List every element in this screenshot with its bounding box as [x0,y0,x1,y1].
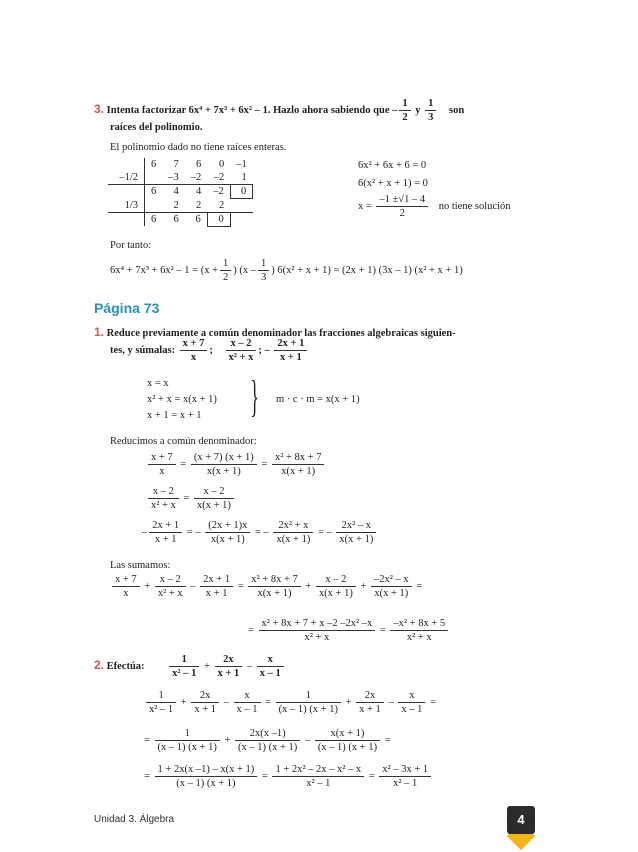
page-number-badge: 4 [507,806,535,834]
factorization-result: 6x⁴ + 7x³ + 6x² – 1 = (x + $\frac{1}{2}$ ) (x – $\frac{1}{3}$ ) 6(x² + x + 1) = (2x + 1) (3x – 1) (x² + x + 1) [110,258,463,283]
note-text: El polinomio dado no tiene raíces enteras. [110,142,287,153]
problem-number: 1. [94,325,105,339]
effect-line-2: = $\frac{1}{(x - 1) (x + 1)}$ + $\frac{2x(x -1)}{(x - 1) (x + 1)}$ – $\frac{x(x + 1)}{(x - 1) (x + 1)}$ = [144,728,391,753]
mcm-result: m · c · m = x(x + 1) [276,394,360,405]
equation: 6x² + 6x + 6 = 0 [358,160,427,171]
effect-line-1: $\frac{1}{\text{x² – 1}}$ + $\frac{2x}{x + 1}$ – $\frac{x}{x - 1}$ = $\frac{1}{(x - 1) (x + 1)}$ + $\frac{2x}{x + 1}$ – $\frac{x}{x - 1}$ = [144,690,436,715]
problem-2-header: 2. Efectúa: $\frac{1}{\text{x² – 1}}$ + $\frac{2x}{x + 1}$ – $\frac{x}{x - 1}$ [94,654,286,679]
problem-statement: Reduce previamente a común denominador las fracciones algebraicas siguien- [106,328,456,339]
problem-number: 3. [94,101,105,116]
system-line: x + 1 = x + 1 [147,410,202,421]
reduction-line-3: – $\frac{2x + 1}{x + 1}$ = – $\frac{(2x + 1)x}{x(x + 1)}$ = – $\frac{\text{2x² + x}}{x(x + 1)}$ = – $\frac{\text{2x² – x}}{x(x + 1)}$ [142,520,378,545]
reduction-line-2: $\frac{x - 2}{\text{x² + x}}$ = $\frac{x - 2}{x(x + 1)}$ [146,486,236,511]
problem-1-fractions: tes, y súmalas: $\frac{x + 7}{x}$ ; $\frac{x - 2}{\text{x² + x}}$ ; – $\frac{2x + 1}{x + 1}$ [110,338,309,363]
effect-line-3: = $\frac{1 + 2x(x -1) - x(x + 1)}{(x - 1) (x + 1)}$ = $\frac{\text{1 + 2x² – 2x – x² – x}}{\text{x² – 1}}$ = $\frac{\text{x² – 3x + 1}}{\text{x² – 1}}$ [144,764,433,789]
ruffini-table: 6 7 6 0 –1 –1/2 –3 –2 –2 1 6 4 4 –2 0 1/3 2 2 2 6 6 6 0 [108,158,253,227]
sumamos-label: Las sumamos: [110,560,171,571]
problem-statement: Intenta factorizar 6x⁴ + 7x³ + 6x² – 1. Hazlo ahora sabiendo que [106,104,390,116]
fraction: $\frac{1}{2}$ [399,98,410,123]
equation: 6(x² + x + 1) = 0 [358,178,428,189]
reducimos-label: Reducimos a común denominador: [110,436,257,447]
sum-line-1: $\frac{x + 7}{x}$ + $\frac{x - 2}{\text{x² + x}}$ – $\frac{2x + 1}{x + 1}$ = $\frac{\text{x² + 8x + 7}}{x(x + 1)}$ + $\frac{x - 2}{x(x + 1)}$ + $\frac{\text{–2x² – x}}{x(x + 1)}$ = [110,574,422,599]
equation: x = $\frac{-1 \pm√1 - 4}{2}$ no tiene solución [358,194,511,219]
footer-unit: Unidad 3. Álgebra [94,814,175,825]
reduction-line-1: $\frac{x + 7}{x}$ = $\frac{(x + 7) (x + 1)}{x(x + 1)}$ = $\frac{\text{x² + 8x + 7}}{x(x + 1)}$ [146,452,326,477]
problem-1-header [94,325,456,339]
system-line: x² + x = x(x + 1) [147,394,217,405]
por-tanto-label: Por tanto: [110,240,152,251]
brace: } [250,372,259,421]
system-line: x = x [147,378,169,389]
problem-statement-cont: raíces del polinomio. [110,122,203,133]
problem-3-header: 3. Intenta factorizar 6x⁴ + 7x³ + 6x² – 1. Hazlo ahora sabiendo que – $\frac{1}{2}$ y $\frac{1}{3}$ son [94,98,465,123]
problem-number: 2. [94,657,105,672]
sum-line-2: = $\frac{\text{x² + 8x + 7 + x –2 –2x² –x}}{\text{x² + x}}$ = $\frac{\text{–x² + 8x + 5}}{\text{x² + x}}$ [248,618,450,643]
section-title: Página 73 [94,300,160,316]
fraction: $\frac{1}{3}$ [425,98,436,123]
